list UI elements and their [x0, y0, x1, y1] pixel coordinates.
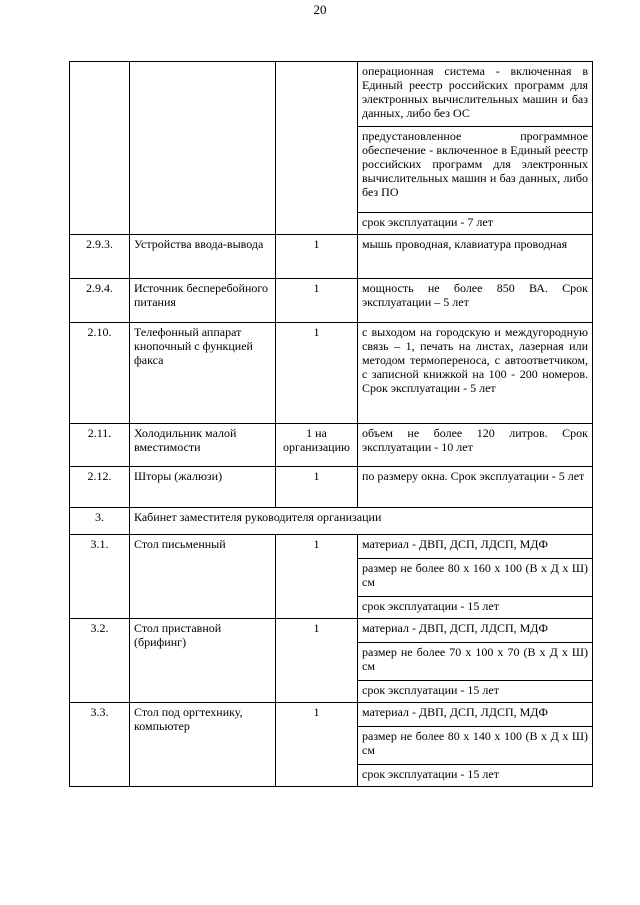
item-quantity: 1 [276, 619, 358, 703]
item-spec: материал - ДВП, ДСП, ЛДСП, МДФ [358, 619, 593, 643]
item-spec: размер не более 80 х 140 х 100 (В х Д х Ш) см [358, 727, 593, 765]
item-name: Устройства ввода-вывода [130, 235, 276, 279]
row-number: 2.11. [70, 424, 130, 467]
row-number: 3.1. [70, 535, 130, 619]
item-name: Источник бесперебойного питания [130, 279, 276, 323]
item-quantity: 1 на организацию [276, 424, 358, 467]
row-number: 2.9.3. [70, 235, 130, 279]
item-spec: срок эксплуатации - 15 лет [358, 681, 593, 703]
item-spec: операционная система - включенная в Единый реестр российских программ для электронных вычислительных машин и баз данных, либо без ОС [358, 62, 593, 127]
row-number: 3.2. [70, 619, 130, 703]
item-name [130, 62, 276, 235]
item-quantity: 1 [276, 703, 358, 787]
item-spec: предустановленное программное обеспечение - включенное в Единый реестр российских программ для электронных вычислительных машин и баз данных, либо без ПО [358, 127, 593, 213]
table-row [70, 535, 593, 559]
item-spec: по размеру окна. Срок эксплуатации - 5 лет [358, 467, 593, 508]
item-quantity: 1 [276, 323, 358, 424]
item-spec: с выходом на городскую и междугородную связь – 1, печать на листах, лазерная или методом термопереноса, с автоответчиком, с записной книжкой на 100 - 200 номеров. Срок эксплуатации - 5 лет [358, 323, 593, 424]
item-spec: размер не более 70 х 100 х 70 (В х Д х Ш) см [358, 643, 593, 681]
row-number [70, 62, 130, 235]
item-spec: срок эксплуатации - 15 лет [358, 765, 593, 787]
item-name: Шторы (жалюзи) [130, 467, 276, 508]
item-quantity: 1 [276, 235, 358, 279]
specification-table [69, 61, 593, 787]
row-number: 2.10. [70, 323, 130, 424]
table-row [70, 279, 593, 323]
item-spec: мощность не более 850 ВА. Срок эксплуатации – 5 лет [358, 279, 593, 323]
item-spec: размер не более 80 х 160 х 100 (В х Д х Ш) см [358, 559, 593, 597]
item-spec: материал - ДВП, ДСП, ЛДСП, МДФ [358, 703, 593, 727]
item-spec: объем не более 120 литров. Срок эксплуатации - 10 лет [358, 424, 593, 467]
item-quantity: 1 [276, 467, 358, 508]
item-spec: срок эксплуатации - 15 лет [358, 597, 593, 619]
item-spec: срок эксплуатации - 7 лет [358, 213, 593, 235]
item-quantity [276, 62, 358, 235]
item-name: Стол приставной (брифинг) [130, 619, 276, 703]
table-row [70, 323, 593, 424]
page-number: 20 [313, 2, 327, 17]
item-quantity: 1 [276, 279, 358, 323]
table-row [70, 62, 593, 127]
item-name: Телефонный аппарат кнопочный с функцией факса [130, 323, 276, 424]
item-spec: материал - ДВП, ДСП, ЛДСП, МДФ [358, 535, 593, 559]
row-number: 2.12. [70, 467, 130, 508]
table-row [70, 619, 593, 643]
item-spec: мышь проводная, клавиатура проводная [358, 235, 593, 279]
item-name: Стол под оргтехнику, компьютер [130, 703, 276, 787]
section-title: Кабинет заместителя руководителя организации [130, 508, 593, 535]
item-quantity: 1 [276, 535, 358, 619]
item-name: Холодильник малой вместимости [130, 424, 276, 467]
table-row [70, 703, 593, 727]
table-row [70, 508, 593, 535]
table-row [70, 235, 593, 279]
table-row [70, 467, 593, 508]
row-number: 3.3. [70, 703, 130, 787]
section-number: 3. [70, 508, 130, 535]
table-row [70, 424, 593, 467]
item-name: Стол письменный [130, 535, 276, 619]
row-number: 2.9.4. [70, 279, 130, 323]
